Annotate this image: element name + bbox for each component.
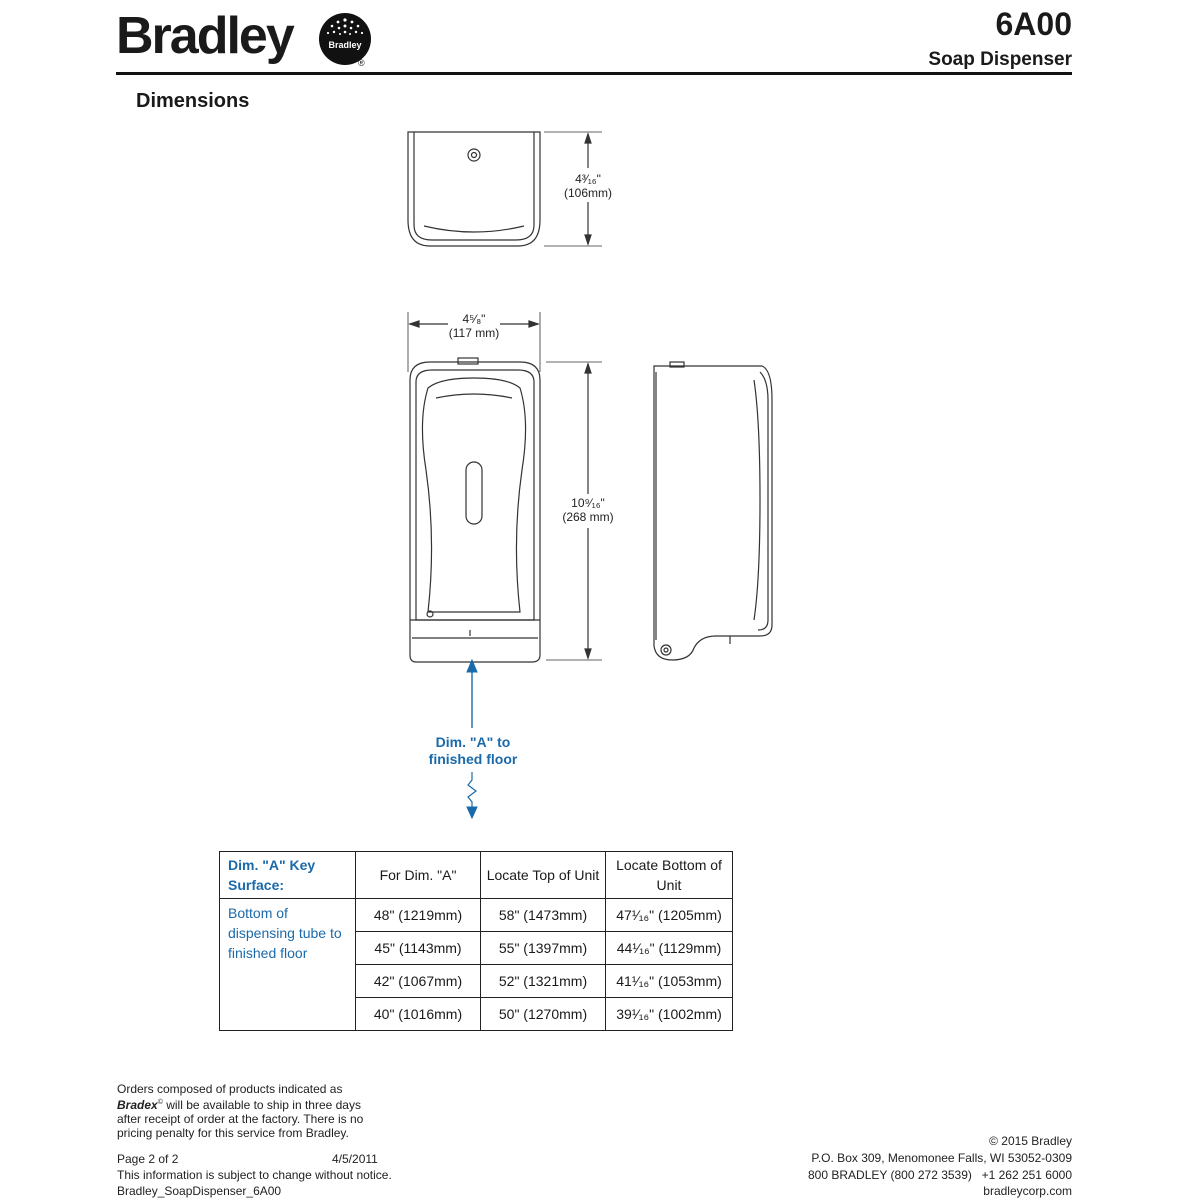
file-name: Bradley_SoapDispenser_6A00 xyxy=(117,1184,282,1198)
height-inches: 10⁹⁄₁₆" xyxy=(571,496,605,510)
product-name: Soap Dispenser xyxy=(928,49,1072,70)
depth-inches: 4³⁄₁₆" xyxy=(575,172,601,186)
depth-metric: (106mm) xyxy=(563,186,612,200)
copyright: © 2015 Bradley xyxy=(989,1134,1072,1148)
width-inches: 4⁵⁄₈" xyxy=(462,312,486,326)
front-view-outline xyxy=(410,358,540,662)
address: P.O. Box 309, Menomonee Falls, WI 53052-0309 xyxy=(811,1151,1072,1165)
table-key-surface-cell: Bottom of dispensing tube to finished floor xyxy=(220,899,356,1031)
registered-mark: ® xyxy=(358,58,365,68)
height-metric: (268 mm) xyxy=(562,510,614,524)
table-cell-top: 58" (1473mm) xyxy=(481,899,606,932)
table-header-bottom: Locate Bottom of Unit xyxy=(606,852,733,899)
side-view-outline xyxy=(654,362,772,660)
doc-date: 4/5/2011 xyxy=(332,1152,378,1166)
height-dimension-label xyxy=(548,496,628,524)
logo-badge-text: Bradley xyxy=(328,40,362,50)
callout-line-2: finished floor xyxy=(428,751,518,767)
callout-line-1: Dim. "A" to xyxy=(435,734,511,750)
floor-callout-label xyxy=(400,734,546,768)
width-dimension-label xyxy=(434,312,514,340)
table-header-dim-a: For Dim. "A" xyxy=(356,852,481,899)
disclaimer: This information is subject to change without notice. xyxy=(117,1168,392,1182)
website-link[interactable]: bradleycorp.com xyxy=(983,1184,1072,1198)
table-cell-dim-a: 40" (1016mm) xyxy=(356,998,481,1031)
table-row xyxy=(220,899,733,932)
model-number: 6A00 xyxy=(995,6,1072,42)
table-cell-bottom: 39¹⁄₁₆" (1002mm) xyxy=(606,998,733,1031)
bradex-note-prefix: Orders composed of products indicated as xyxy=(117,1082,343,1096)
bradex-brand: Bradex xyxy=(117,1098,158,1112)
phone-toll-free: 800 BRADLEY (800 272 3539) xyxy=(808,1168,972,1182)
top-view-outline xyxy=(408,132,540,246)
table-cell-top: 52" (1321mm) xyxy=(481,965,606,998)
table-cell-dim-a: 48" (1219mm) xyxy=(356,899,481,932)
bradex-note: Orders composed of products indicated as Bradex© will be available to ship in three days after receipt of order at the factory. There is no pricing penalty for this service from Bradley. xyxy=(117,1082,364,1140)
table-cell-top: 50" (1270mm) xyxy=(481,998,606,1031)
table-cell-bottom: 44¹⁄₁₆" (1129mm) xyxy=(606,932,733,965)
table-cell-bottom: 47¹⁄₁₆" (1205mm) xyxy=(606,899,733,932)
brand-logo-text: Bradley xyxy=(116,7,293,65)
table-cell-dim-a: 45" (1143mm) xyxy=(356,932,481,965)
table-header-row xyxy=(220,852,733,899)
table-cell-top: 55" (1397mm) xyxy=(481,932,606,965)
table-cell-dim-a: 42" (1067mm) xyxy=(356,965,481,998)
table-header-key-surface: Dim. "A" Key Surface: xyxy=(220,852,356,899)
table-header-top: Locate Top of Unit xyxy=(481,852,606,899)
bradex-note-rest: will be available to ship in three days after receipt of order at the factory. There is no pricing penalty for this service from Bradley. xyxy=(117,1098,364,1140)
table-cell-bottom: 41¹⁄₁₆" (1053mm) xyxy=(606,965,733,998)
page-number: Page 2 of 2 xyxy=(117,1152,179,1166)
depth-dimension-label xyxy=(548,172,628,200)
width-metric: (117 mm) xyxy=(448,326,500,340)
mounting-height-table xyxy=(219,851,733,1031)
phone: +1 262 251 6000 xyxy=(981,1168,1072,1182)
section-title: Dimensions xyxy=(136,90,250,112)
